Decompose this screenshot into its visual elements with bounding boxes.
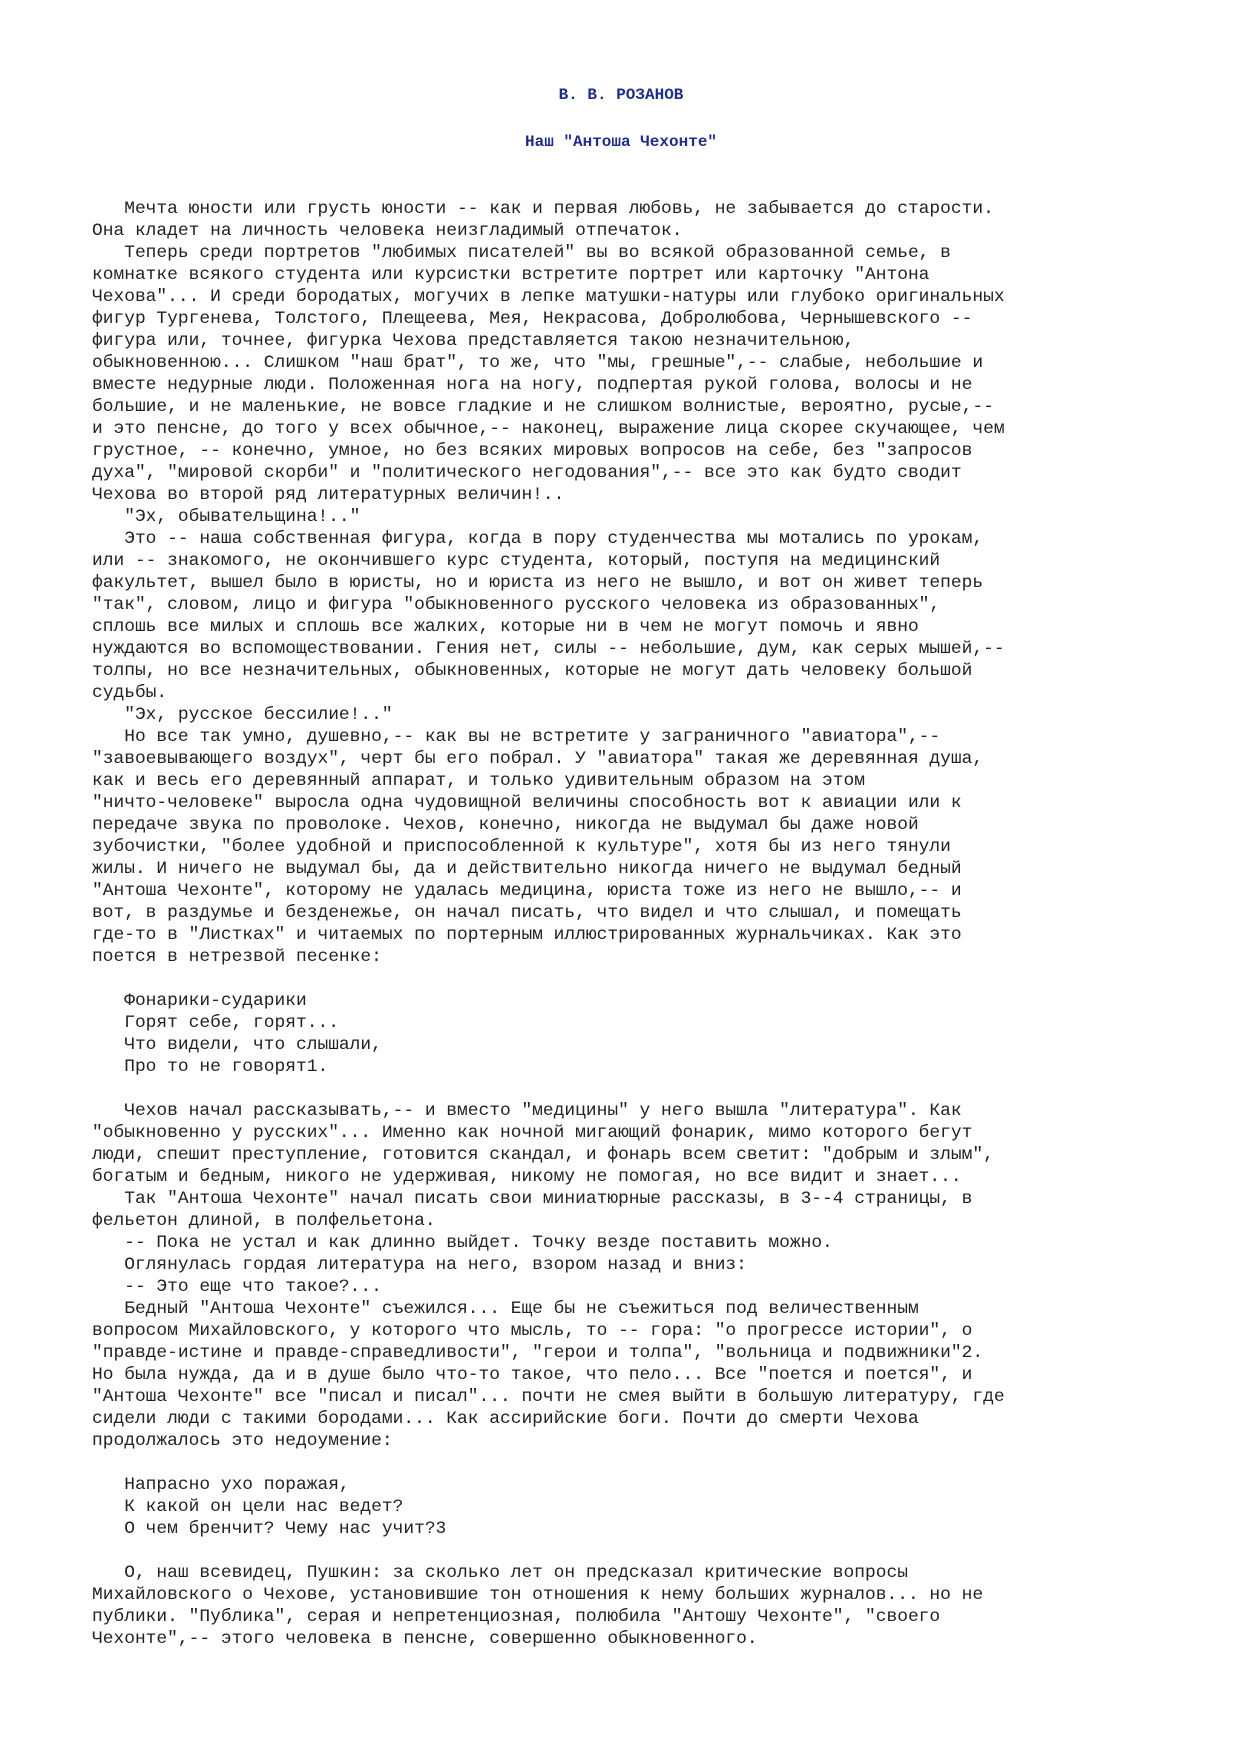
author-name: В. В. РОЗАНОВ <box>558 86 684 104</box>
document-title: Наш "Антоша Чехонте" <box>524 133 718 151</box>
body-text: Мечта юности или грусть юности -- как и первая любовь, не забывается до старости. Она кладет на личность человека неизгладимый отпечаток. Теперь среди портретов "любимых писателей" вы во всякой образованной семье, в комнатке всякого студента или курсистки встретите портрет или карточку "Антона Чехова"... И среди бородатых, могучих в лепке матушки-натуры или глубоко оригинальных фигур Тургенева, Толстого, Плещеева, Мея, Некрасова, Добролюбова, Чернышевского -- фигура или, точнее, фигурка Чехова представляется такою незначительною, обыкновенною... Слишком "наш брат", то же, что "мы, грешные",-- слабые, небольшие и вместе недурные люди. Положенная нога на ногу, подпертая рукой голова, волосы и не большие, и не маленькие, не вовсе гладкие и не слишком волнистые, вероятно, русые,-- и это пенсне, до того у всех обычное,-- наконец, выражение лица скорее скучающее, чем грустное, -- конечно, умное, но без всяких мировых вопросов на себе, без "запросов духа", "мировой скорби" и "политического негодования",-- все это как будто сводит Чехова во второй ряд литературных величин!.. "Эх, обывательщина!.." Это -- наша собственная фигура, когда в пору студенчества мы мотались по урокам, или -- знакомого, не окончившего курс студента, который, поступя на медицинский факультет, вышел было в юристы, но и юриста из него не вышло, и вот он живет теперь "так", словом, лицо и фигура "обыкновенного русского человека из образованных", сплошь все милых и сплошь все жалких, которые ни в чем не могут помочь и явно нуждаются во вспомоществовании. Гения нет, силы -- небольшие, дум, как серых мышей,-- толпы, но все незначительных, обыкновенных, которые не могут дать человеку большой судьбы. "Эх, русское бессилие!.." Но все так умно, душевно,-- как вы не встретите у заграничного "авиатора",-- "завоевывающего воздух", черт бы его побрал. У "авиатора" такая же деревянная душа, как и весь его деревянный аппарат, и только удивительным образом на этом "ничто-человеке" выросла одна чудовищной величины способность вот к авиации или к передаче звука по проволоке. Чехов, конечно, никогда не выдумал бы даже новой зубочистки, "более удобной и приспособленной к культуре", хотя бы из него тянули жилы. И ничего не выдумал бы, да и действительно никогда ничего не выдумал бедный "Антоша Чехонте", которому не удалась медицина, юриста тоже из него не вышло,-- и вот, в раздумье и безденежье, он начал писать, что видел и что слышал, и помещать где-то в "Листках" и читаемых по портерным иллюстрированных журнальчиках. Как это поется в нетрезвой песенке: Фонарики-сударики Горят себе, горят... Что видели, что слышали, Про то не говорят1. Чехов начал рассказывать,-- и вместо "медицины" у него вышла "литература". Как "обыкновенно у русских"... Именно как ночной мигающий фонарик, мимо которого бегут люди, спешит преступление, готовится скандал, и фонарь всем светит: "добрым и злым", богатым и бедным, никого не удерживая, никому не помогая, но все видит и знает... Так "Антоша Чехонте" начал писать свои миниатюрные рассказы, в 3--4 страницы, в фельетон длиной, в полфельетона. -- Пока не устал и как длинно выйдет. Точку везде поставить можно. Оглянулась гордая литература на него, взором назад и вниз: -- Это еще что такое?... Бедный "Антоша Чехонте" съежился... Еще бы не съежиться под величественным вопросом Михайловского, у которого что мысль, то -- гора: "о прогрессе истории", о "правде-истине и правде-справедливости", "герои и толпа", "вольница и подвижники"2. Но была нужда, да и в душе было что-то такое, что пело... Все "поется и поется", и "Антоша Чехонте" все "писал и писал"... почти не смея выйти в большую литературу, где сидели люди с такими бородами... Как ассирийские боги. Почти до смерти Чехова продолжалось это недоумение: Напрасно ухо поражая, К какой он цели нас ведет? О чем бренчит? Чему нас учит?3 О, наш всевидец, Пушкин: за сколько лет он предсказал критические вопросы Михайловского о Чехове, установившие тон отношения к нему больших журналов... но не публики. "Публика", серая и непретенциозная, полюбила "Антошу Чехонте", "своего Чехонте",-- этого человека в пенсне, совершенно обыкновенного. <box>92 199 1005 1649</box>
